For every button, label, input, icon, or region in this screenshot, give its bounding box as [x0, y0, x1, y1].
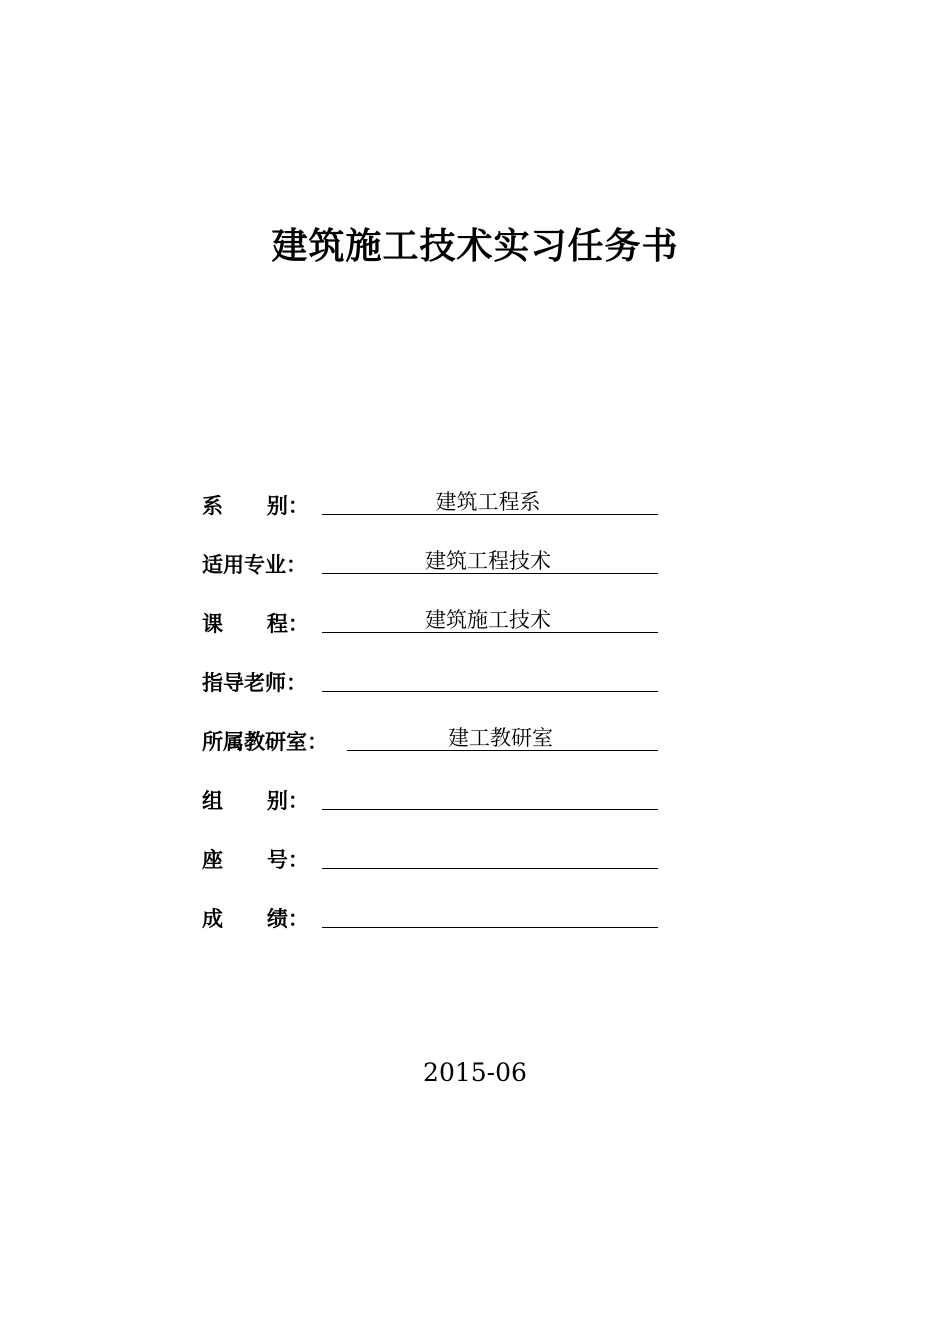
field-label-advisor: 指导老师： [202, 671, 307, 695]
form-row-grade [202, 899, 658, 958]
field-value-office[interactable] [347, 722, 658, 751]
field-text-course: 建筑施工技术 [425, 608, 551, 632]
field-text-office: 建工教研室 [448, 726, 553, 750]
form-row-department [202, 486, 658, 545]
field-label-department: 系 别： [202, 494, 309, 518]
info-form [202, 486, 658, 958]
field-value-seat[interactable] [322, 840, 658, 869]
form-row-seat [202, 840, 658, 899]
field-value-major[interactable] [322, 545, 658, 574]
field-value-department[interactable] [322, 486, 658, 515]
field-text-major: 建筑工程技术 [425, 549, 551, 573]
form-row-advisor [202, 663, 658, 722]
field-label-major: 适用专业： [202, 553, 307, 577]
form-row-course [202, 604, 658, 663]
field-label-grade: 成 绩： [202, 907, 309, 931]
field-value-group[interactable] [322, 781, 658, 810]
document-title: 建筑施工技术实习任务书 [271, 226, 679, 267]
field-label-seat: 座 号： [202, 848, 309, 872]
form-row-major [202, 545, 658, 604]
field-label-office: 所属教研室： [202, 730, 328, 754]
document-date: 2015-06 [423, 1058, 527, 1087]
field-value-advisor[interactable] [322, 663, 658, 692]
field-value-course[interactable] [322, 604, 658, 633]
field-label-group: 组 别： [202, 789, 309, 813]
field-value-grade[interactable] [322, 899, 658, 928]
form-row-office [202, 722, 658, 781]
field-text-department: 建筑工程系 [435, 490, 541, 514]
form-row-group [202, 781, 658, 840]
field-label-course: 课 程： [202, 612, 309, 636]
